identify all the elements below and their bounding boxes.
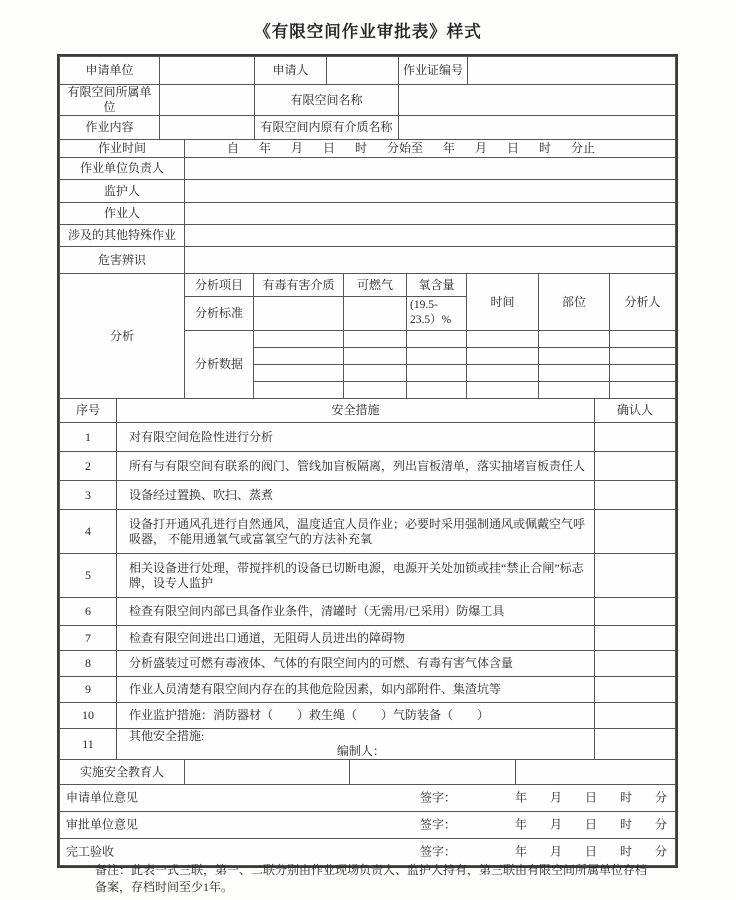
guardian-label: 监护人 <box>60 180 185 203</box>
data-cell <box>539 348 610 365</box>
sign-label: 签字： <box>420 817 457 832</box>
work-time-label: 作业时间 <box>60 140 185 158</box>
work-content-value-cell <box>160 116 255 140</box>
safety-confirm-cell <box>595 626 676 651</box>
space-name-label: 有限空间名称 <box>255 85 399 116</box>
safety-row-no: 5 <box>60 554 117 598</box>
guardian-value-cell <box>185 180 676 203</box>
compiler-label: 编制人： <box>336 744 385 758</box>
safety-row-text: 检查有限空间进出口通道，无阻碍人员进出的障碍物 <box>117 626 595 651</box>
safety-row-no: 9 <box>60 677 117 703</box>
data-cell <box>254 348 344 365</box>
data-cell <box>407 382 467 399</box>
safety-row-text: 对有限空间危险性进行分析 <box>117 423 595 452</box>
completion-acceptance-label: 完工验收 <box>66 844 115 859</box>
original-medium-value-cell <box>399 116 676 140</box>
data-cell <box>467 382 539 399</box>
approve-unit-opinion-row <box>60 812 676 839</box>
data-cell <box>254 331 344 348</box>
safety-row-no: 3 <box>60 481 117 510</box>
safety-row-no: 1 <box>60 423 117 452</box>
data-cell <box>407 348 467 365</box>
analysis-col-location: 部位 <box>539 274 610 331</box>
data-cell <box>467 348 539 365</box>
sign-date-text: 年 月 日 时 分 <box>515 817 668 832</box>
operator-value-cell <box>185 203 676 225</box>
safety-confirm-cell <box>595 651 676 677</box>
safety-row-text: 作业监护措施：消防器材（ ）救生绳（ ）气防装备（ ） <box>117 703 595 729</box>
analysis-table <box>59 273 676 399</box>
educator-label: 实施安全教育人 <box>60 760 185 785</box>
safety-row-text: 分析盛装过可燃有毒液体、气体的有限空间内的可燃、有毒有害气体含量 <box>117 651 595 677</box>
analysis-col-toxic: 有毒有害介质 <box>254 274 344 297</box>
safety-row-other-measures <box>117 729 595 760</box>
data-cell <box>539 331 610 348</box>
standard-toxic-cell <box>254 297 344 331</box>
data-cell <box>254 365 344 382</box>
safety-header-confirm: 确认人 <box>595 399 676 423</box>
sign-label: 签字： <box>420 844 457 859</box>
permit-no-label: 作业证编号 <box>399 57 468 85</box>
safety-row-text: 设备经过置换、吹扫、蒸煮 <box>117 481 595 510</box>
other-special-work-value-cell <box>185 225 676 247</box>
educator-cell <box>516 760 676 785</box>
safety-confirm-cell <box>595 598 676 626</box>
data-cell <box>344 348 407 365</box>
safety-row-text: 设备打开通风孔进行自然通风，温度适宜人员作业；必要时采用强制通风或佩戴空气呼吸器， 不能用通氧气或富氧空气的方法补充氧 <box>117 510 595 554</box>
safety-confirm-cell <box>595 452 676 481</box>
operator-label: 作业人 <box>60 203 185 225</box>
sign-label: 签字： <box>420 790 457 805</box>
data-cell <box>610 331 676 348</box>
safety-row-no: 4 <box>60 510 117 554</box>
applicant-label: 申请人 <box>255 57 327 85</box>
safety-row-no: 8 <box>60 651 117 677</box>
analysis-section-label: 分析 <box>60 274 185 399</box>
remark-line-1: 备注：此表一式三联，第一、二联分别由作业现场负责人、监护人持有，第三联由有限空间所属单位存档 <box>95 863 648 877</box>
data-cell <box>344 365 407 382</box>
data-cell <box>610 382 676 399</box>
basic-info-table <box>59 56 676 140</box>
hazard-id-value-cell <box>185 247 676 274</box>
safety-row-text: 作业人员清楚有限空间内存在的其他危险因素，如内部附件、集渣坑等 <box>117 677 595 703</box>
educator-cell <box>185 760 350 785</box>
data-cell <box>467 365 539 382</box>
other-measures-text: 其他安全措施: <box>129 729 205 743</box>
apply-unit-label: 申请单位 <box>60 57 160 85</box>
remark-line-2: 备案，存档时间至少1年。 <box>95 879 234 894</box>
safety-confirm-cell <box>595 729 676 760</box>
footer-table <box>59 759 676 866</box>
safety-confirm-cell <box>595 554 676 598</box>
data-cell <box>344 331 407 348</box>
data-cell <box>254 382 344 399</box>
work-content-label: 作业内容 <box>60 116 160 140</box>
sign-date-text: 年 月 日 时 分 <box>515 790 668 805</box>
data-cell <box>539 382 610 399</box>
safety-row-text: 检查有限空间内部已具备作业条件，清罐时（无需用/已采用）防爆工具 <box>117 598 595 626</box>
apply-unit-opinion-label: 申请单位意见 <box>66 790 139 805</box>
safety-confirm-cell <box>595 703 676 729</box>
standard-flammable-cell <box>344 297 407 331</box>
analysis-col-oxygen: 氧含量 <box>407 274 467 297</box>
unit-chief-label: 作业单位负责人 <box>60 158 185 180</box>
safety-confirm-cell <box>595 677 676 703</box>
educator-cell <box>350 760 516 785</box>
analysis-col-analyst: 分析人 <box>610 274 676 331</box>
safety-row-no: 11 <box>60 729 117 760</box>
safety-confirm-cell <box>595 481 676 510</box>
safety-row-no: 10 <box>60 703 117 729</box>
safety-header-measure: 安全措施 <box>117 399 595 423</box>
data-cell <box>407 365 467 382</box>
safety-confirm-cell <box>595 510 676 554</box>
apply-unit-opinion-row <box>60 785 676 812</box>
people-table <box>59 139 676 274</box>
original-medium-label: 有限空间内原有介质名称 <box>255 116 399 140</box>
apply-unit-value-cell <box>160 57 255 85</box>
owner-unit-label: 有限空间所属单位 <box>60 85 160 116</box>
approve-unit-opinion-label: 审批单位意见 <box>66 817 139 832</box>
safety-row-no: 7 <box>60 626 117 651</box>
data-cell <box>610 348 676 365</box>
hazard-id-label: 危害辨识 <box>60 247 185 274</box>
space-name-value-cell <box>399 85 676 116</box>
safety-row-text: 相关设备进行处理，带搅拌机的设备已切断电源，电源开关处加锁或挂“禁止合闸”标志牌，设专人监护 <box>117 554 595 598</box>
approval-form <box>57 54 678 868</box>
data-cell <box>467 331 539 348</box>
safety-row-text: 所有与有限空间有联系的阀门、管线加盲板隔离，列出盲板清单，落实抽堵盲板责任人 <box>117 452 595 481</box>
analysis-standard-label: 分析标准 <box>185 297 254 331</box>
oxygen-standard-value: (19.5-23.5）% <box>407 297 467 331</box>
data-cell <box>539 365 610 382</box>
safety-row-no: 2 <box>60 452 117 481</box>
other-special-work-label: 涉及的其他特殊作业 <box>60 225 185 247</box>
data-cell <box>407 331 467 348</box>
analysis-col-flammable: 可燃气 <box>344 274 407 297</box>
unit-chief-value-cell <box>185 158 676 180</box>
safety-header-no: 序号 <box>60 399 117 423</box>
safety-row-no: 6 <box>60 598 117 626</box>
data-cell <box>344 382 407 399</box>
permit-no-value-cell <box>468 57 676 85</box>
owner-unit-value-cell <box>160 85 255 116</box>
analysis-item-label: 分析项目 <box>185 274 254 297</box>
safety-measures-table <box>59 398 676 760</box>
sign-date-text: 年 月 日 时 分 <box>515 844 668 859</box>
analysis-col-time: 时间 <box>467 274 539 331</box>
page-title: 《有限空间作业审批表》样式 <box>254 22 482 41</box>
data-cell <box>610 365 676 382</box>
analysis-data-label: 分析数据 <box>185 331 254 399</box>
work-time-value: 自 年 月 日 时 分始至 年 月 日 时 分止 <box>185 140 676 158</box>
safety-confirm-cell <box>595 423 676 452</box>
remark-note <box>95 862 695 896</box>
applicant-value-cell <box>327 57 399 85</box>
